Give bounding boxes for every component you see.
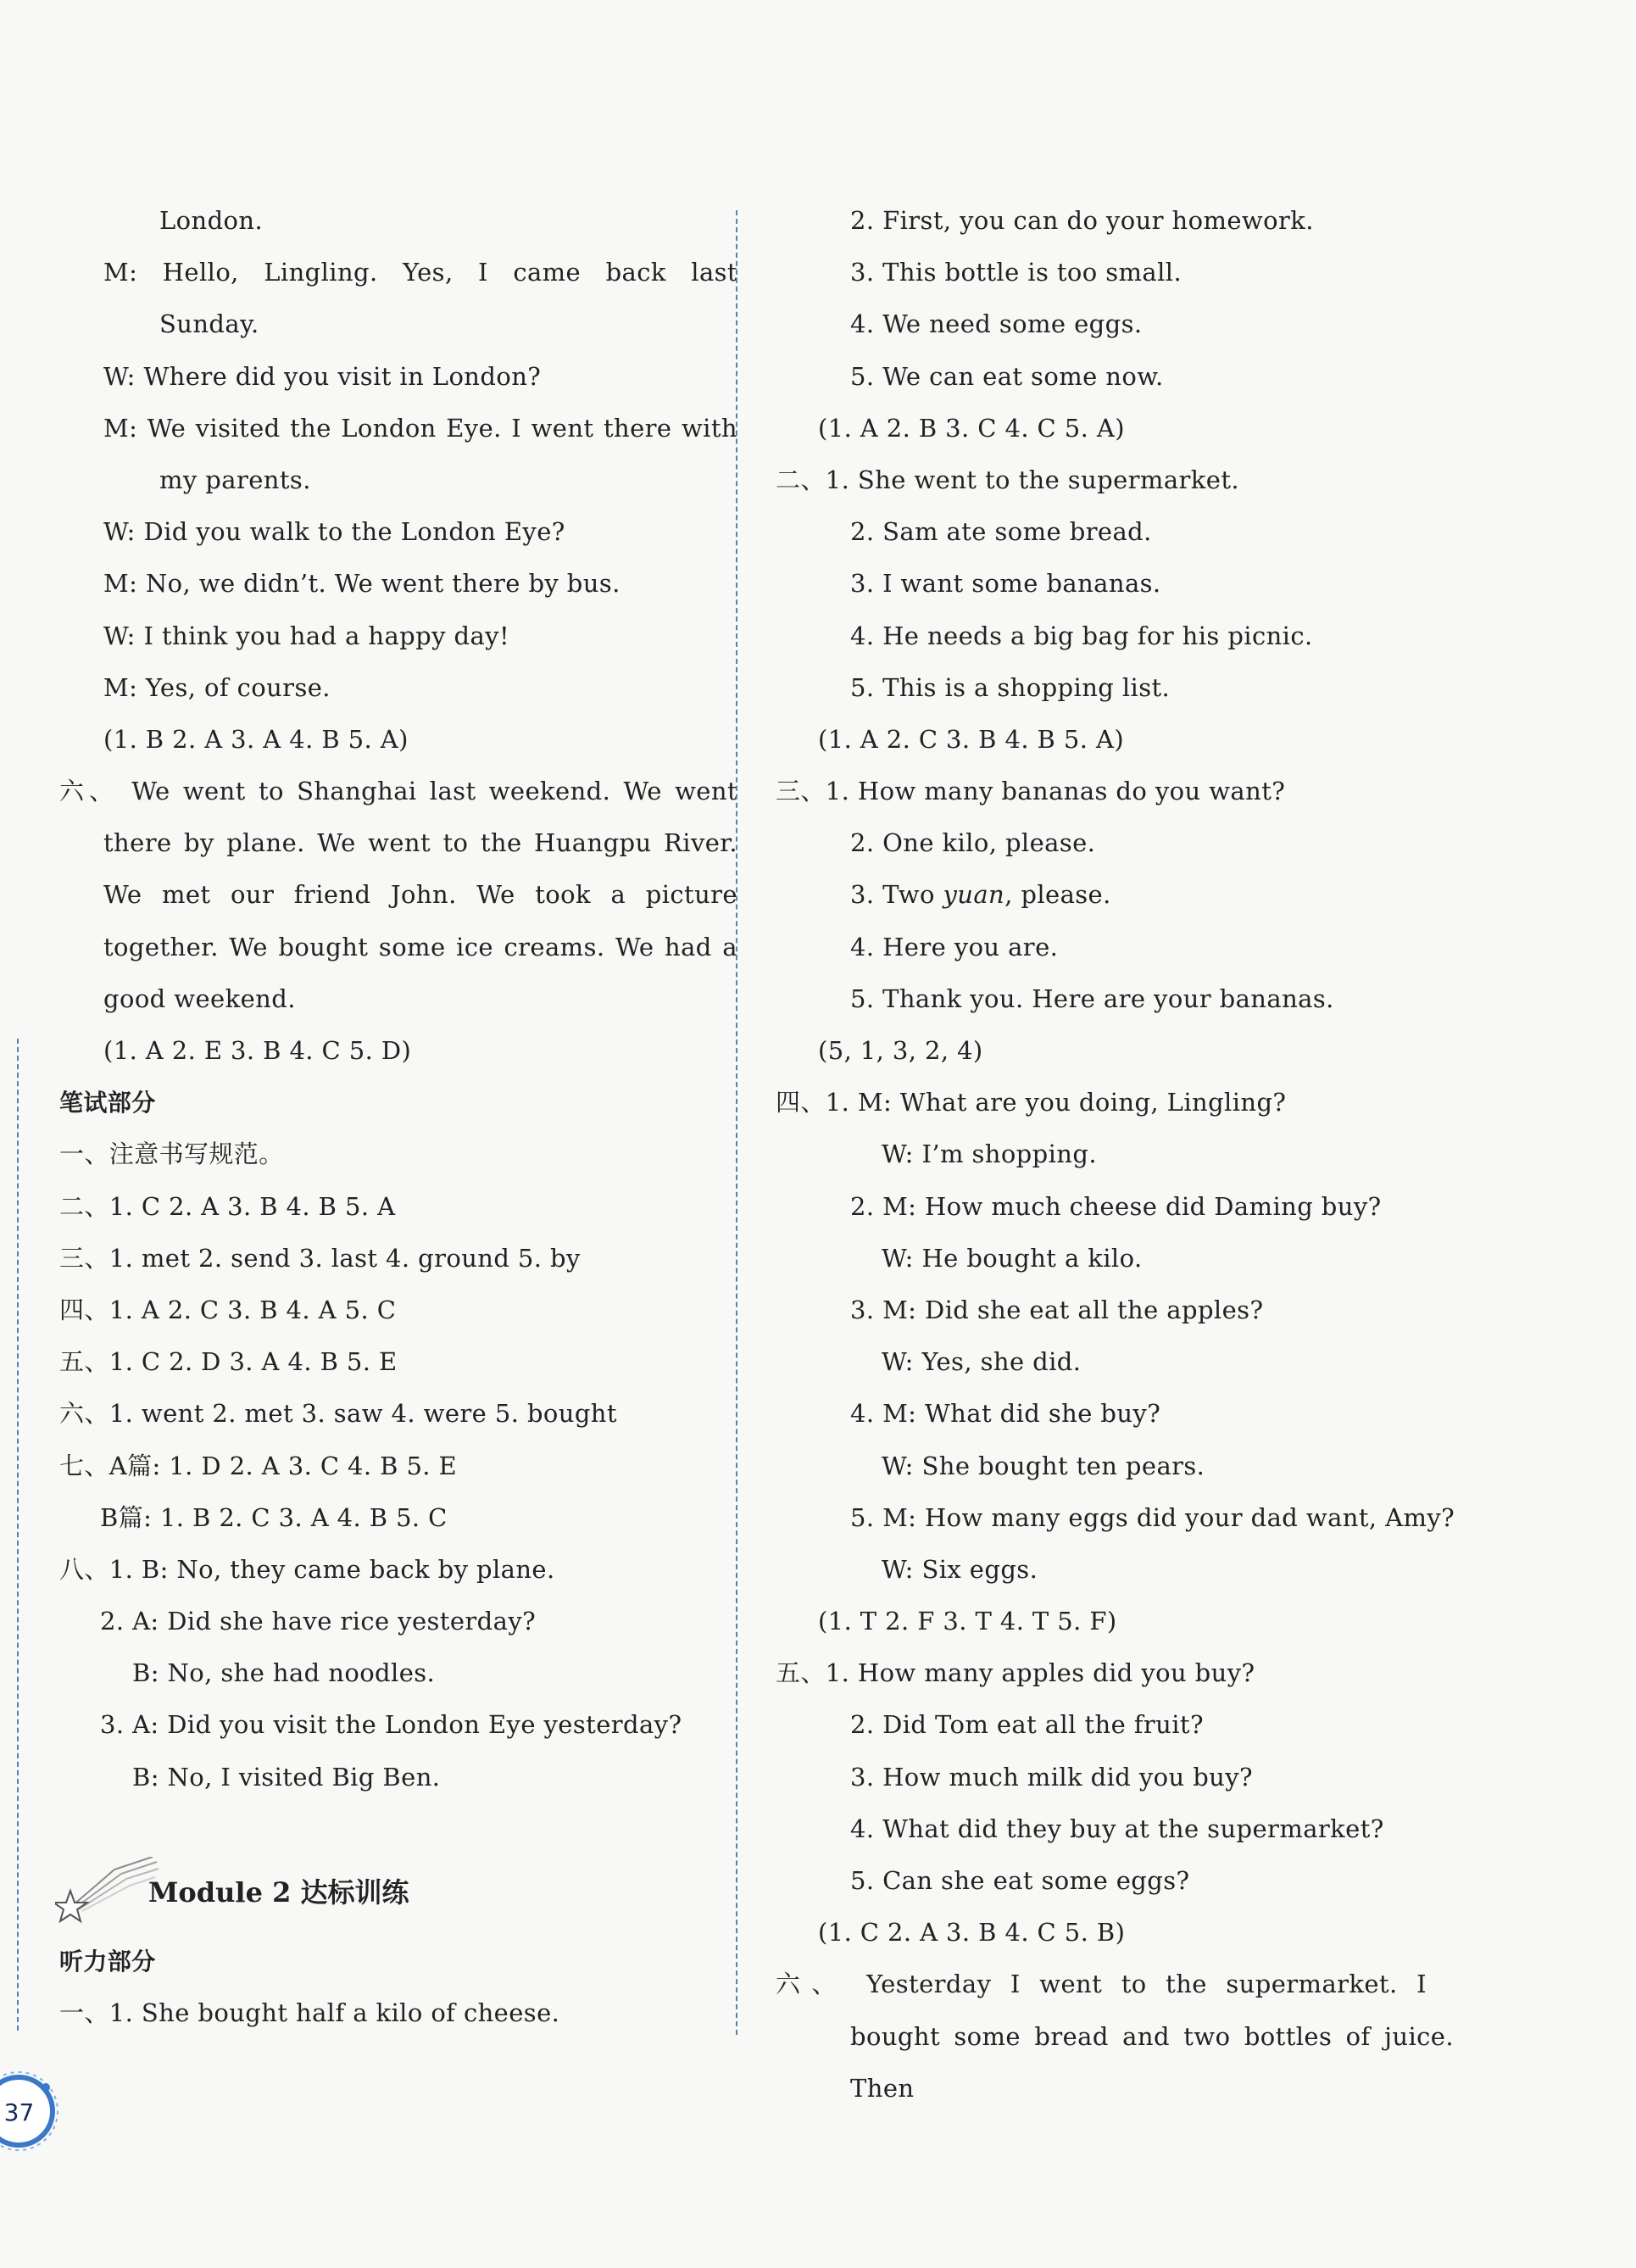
text-line: Sunday. xyxy=(159,309,259,339)
text-line: 四、1. M: What are you doing, Lingling? xyxy=(776,1088,1287,1117)
module-title: Module 2 达标训练 xyxy=(148,1876,409,1909)
text-line: 一、1. She bought half a kilo of cheese. xyxy=(59,1998,560,2027)
text-line: B: No, she had noodles. xyxy=(132,1658,436,1688)
text-line: 一、注意书写规范。 xyxy=(59,1140,284,1169)
text-line: my parents. xyxy=(159,465,311,494)
section-heading: 笔试部分 xyxy=(59,1089,156,1117)
text-fragment: 3. Two xyxy=(850,880,943,910)
text-line: there by plane. We went to the Huangpu River. xyxy=(103,828,737,858)
text-line: 2. First, you can do your homework. xyxy=(850,206,1314,235)
answer-row: (1. A 2. C 3. B 4. B 5. A) xyxy=(818,724,1125,754)
answer-row: 二、1. C 2. A 3. B 4. B 5. A xyxy=(59,1191,396,1221)
text-line: 4. What did they buy at the supermarket? xyxy=(850,1814,1384,1843)
answer-row: (1. C 2. A 3. B 4. C 5. B) xyxy=(818,1918,1126,1948)
text-fragment: , please. xyxy=(1004,880,1111,910)
text-line xyxy=(776,869,1445,921)
text-line: 3. I want some bananas. xyxy=(850,569,1161,599)
text-line: W: Yes, she did. xyxy=(882,1347,1082,1377)
text-line: B: No, I visited Big Ben. xyxy=(132,1762,441,1792)
text-line: 3. How much milk did you buy? xyxy=(850,1762,1253,1792)
text-line: W: I think you had a happy day! xyxy=(103,621,510,650)
answer-row: 五、1. C 2. D 3. A 4. B 5. E xyxy=(59,1347,398,1377)
text-line: M: Hello, Lingling. Yes, I came back last xyxy=(103,258,737,287)
text-line: 六、 We went to Shanghai last weekend. We went xyxy=(59,777,737,806)
column-divider xyxy=(736,210,737,2035)
right-column xyxy=(776,195,1455,2103)
text-line: 3. M: Did she eat all the apples? xyxy=(850,1295,1264,1324)
text-line: 5. This is a shopping list. xyxy=(850,672,1171,702)
text-line: 2. M: How much cheese did Daming buy? xyxy=(850,1191,1382,1221)
answer-row: 三、1. met 2. send 3. last 4. ground 5. by xyxy=(59,1243,581,1273)
left-column xyxy=(59,195,737,1803)
answer-row: (5, 1, 3, 2, 4) xyxy=(818,1036,983,1065)
text-line: 5. M: How many eggs did your dad want, Amy? xyxy=(850,1502,1455,1532)
answer-row: 七、A篇: 1. D 2. A 3. C 4. B 5. E xyxy=(59,1451,458,1480)
text-line: 三、1. How many bananas do you want? xyxy=(776,777,1286,806)
listening-heading: 听力部分 xyxy=(59,1948,156,1975)
text-line: M: No, we didn’t. We went there by bus. xyxy=(103,569,620,599)
text-line: W: She bought ten pears. xyxy=(882,1451,1205,1480)
text-line: good weekend. xyxy=(103,984,296,1013)
text-line: W: He bought a kilo. xyxy=(882,1243,1143,1273)
text-line: 4. Here you are. xyxy=(850,932,1059,961)
answer-row: (1. T 2. F 3. T 4. T 5. F) xyxy=(818,1607,1117,1636)
text-line: 4. M: What did she buy? xyxy=(850,1399,1161,1429)
text-line: 五、1. How many apples did you buy? xyxy=(776,1658,1255,1688)
text-line: We met our friend John. We took a picture xyxy=(103,880,737,910)
answer-row: (1. B 2. A 3. A 4. B 5. A) xyxy=(103,724,409,754)
text-line: 2. Did Tom eat all the fruit? xyxy=(850,1710,1204,1740)
text-line: 八、1. B: No, they came back by plane. xyxy=(59,1554,555,1584)
text-line: W: Did you walk to the London Eye? xyxy=(103,517,565,547)
text-line: 六、 Yesterday I went to the supermarket. I xyxy=(776,1970,1427,1999)
text-line: 5. Thank you. Here are your bananas. xyxy=(850,984,1334,1013)
answer-row: (1. A 2. E 3. B 4. C 5. D) xyxy=(103,1036,412,1065)
text-line: 3. A: Did you visit the London Eye yesterday? xyxy=(100,1710,682,1740)
text-line: 3. This bottle is too small. xyxy=(850,258,1182,287)
text-line: 二、1. She went to the supermarket. xyxy=(776,465,1239,494)
text-line: W: Six eggs. xyxy=(882,1554,1038,1584)
italic-word: yuan xyxy=(943,880,1005,910)
answer-row: 四、1. A 2. C 3. B 4. A 5. C xyxy=(59,1295,397,1324)
text-line: 4. He needs a big bag for his picnic. xyxy=(850,621,1313,650)
text-line: together. We bought some ice creams. We had a xyxy=(103,932,737,961)
answer-row: (1. A 2. B 3. C 4. C 5. A) xyxy=(818,413,1125,443)
text-line: W: Where did you visit in London? xyxy=(103,361,542,391)
text-line: 2. One kilo, please. xyxy=(850,828,1096,858)
module-heading xyxy=(55,1861,409,1920)
text-line: bought some bread and two bottles of juice. Then xyxy=(850,2021,1454,2103)
text-line: 5. We can eat some now. xyxy=(850,361,1164,391)
text-line: 5. Can she eat some eggs? xyxy=(850,1866,1190,1895)
text-line: London. xyxy=(159,206,264,235)
answer-row: B篇: 1. B 2. C 3. A 4. B 5. C xyxy=(100,1502,448,1532)
text-line: W: I’m shopping. xyxy=(882,1140,1097,1169)
text-line: 2. Sam ate some bread. xyxy=(850,517,1152,547)
answer-row: 六、1. went 2. met 3. saw 4. were 5. bought xyxy=(59,1399,617,1429)
page-number: 37 xyxy=(3,2098,35,2126)
text-line: 4. We need some eggs. xyxy=(850,309,1143,339)
text-line: 2. A: Did she have rice yesterday? xyxy=(100,1607,537,1636)
text-line: M: Yes, of course. xyxy=(103,672,331,702)
margin-divider xyxy=(17,1039,19,2031)
text-line: M: We visited the London Eye. I went there with xyxy=(103,413,737,443)
